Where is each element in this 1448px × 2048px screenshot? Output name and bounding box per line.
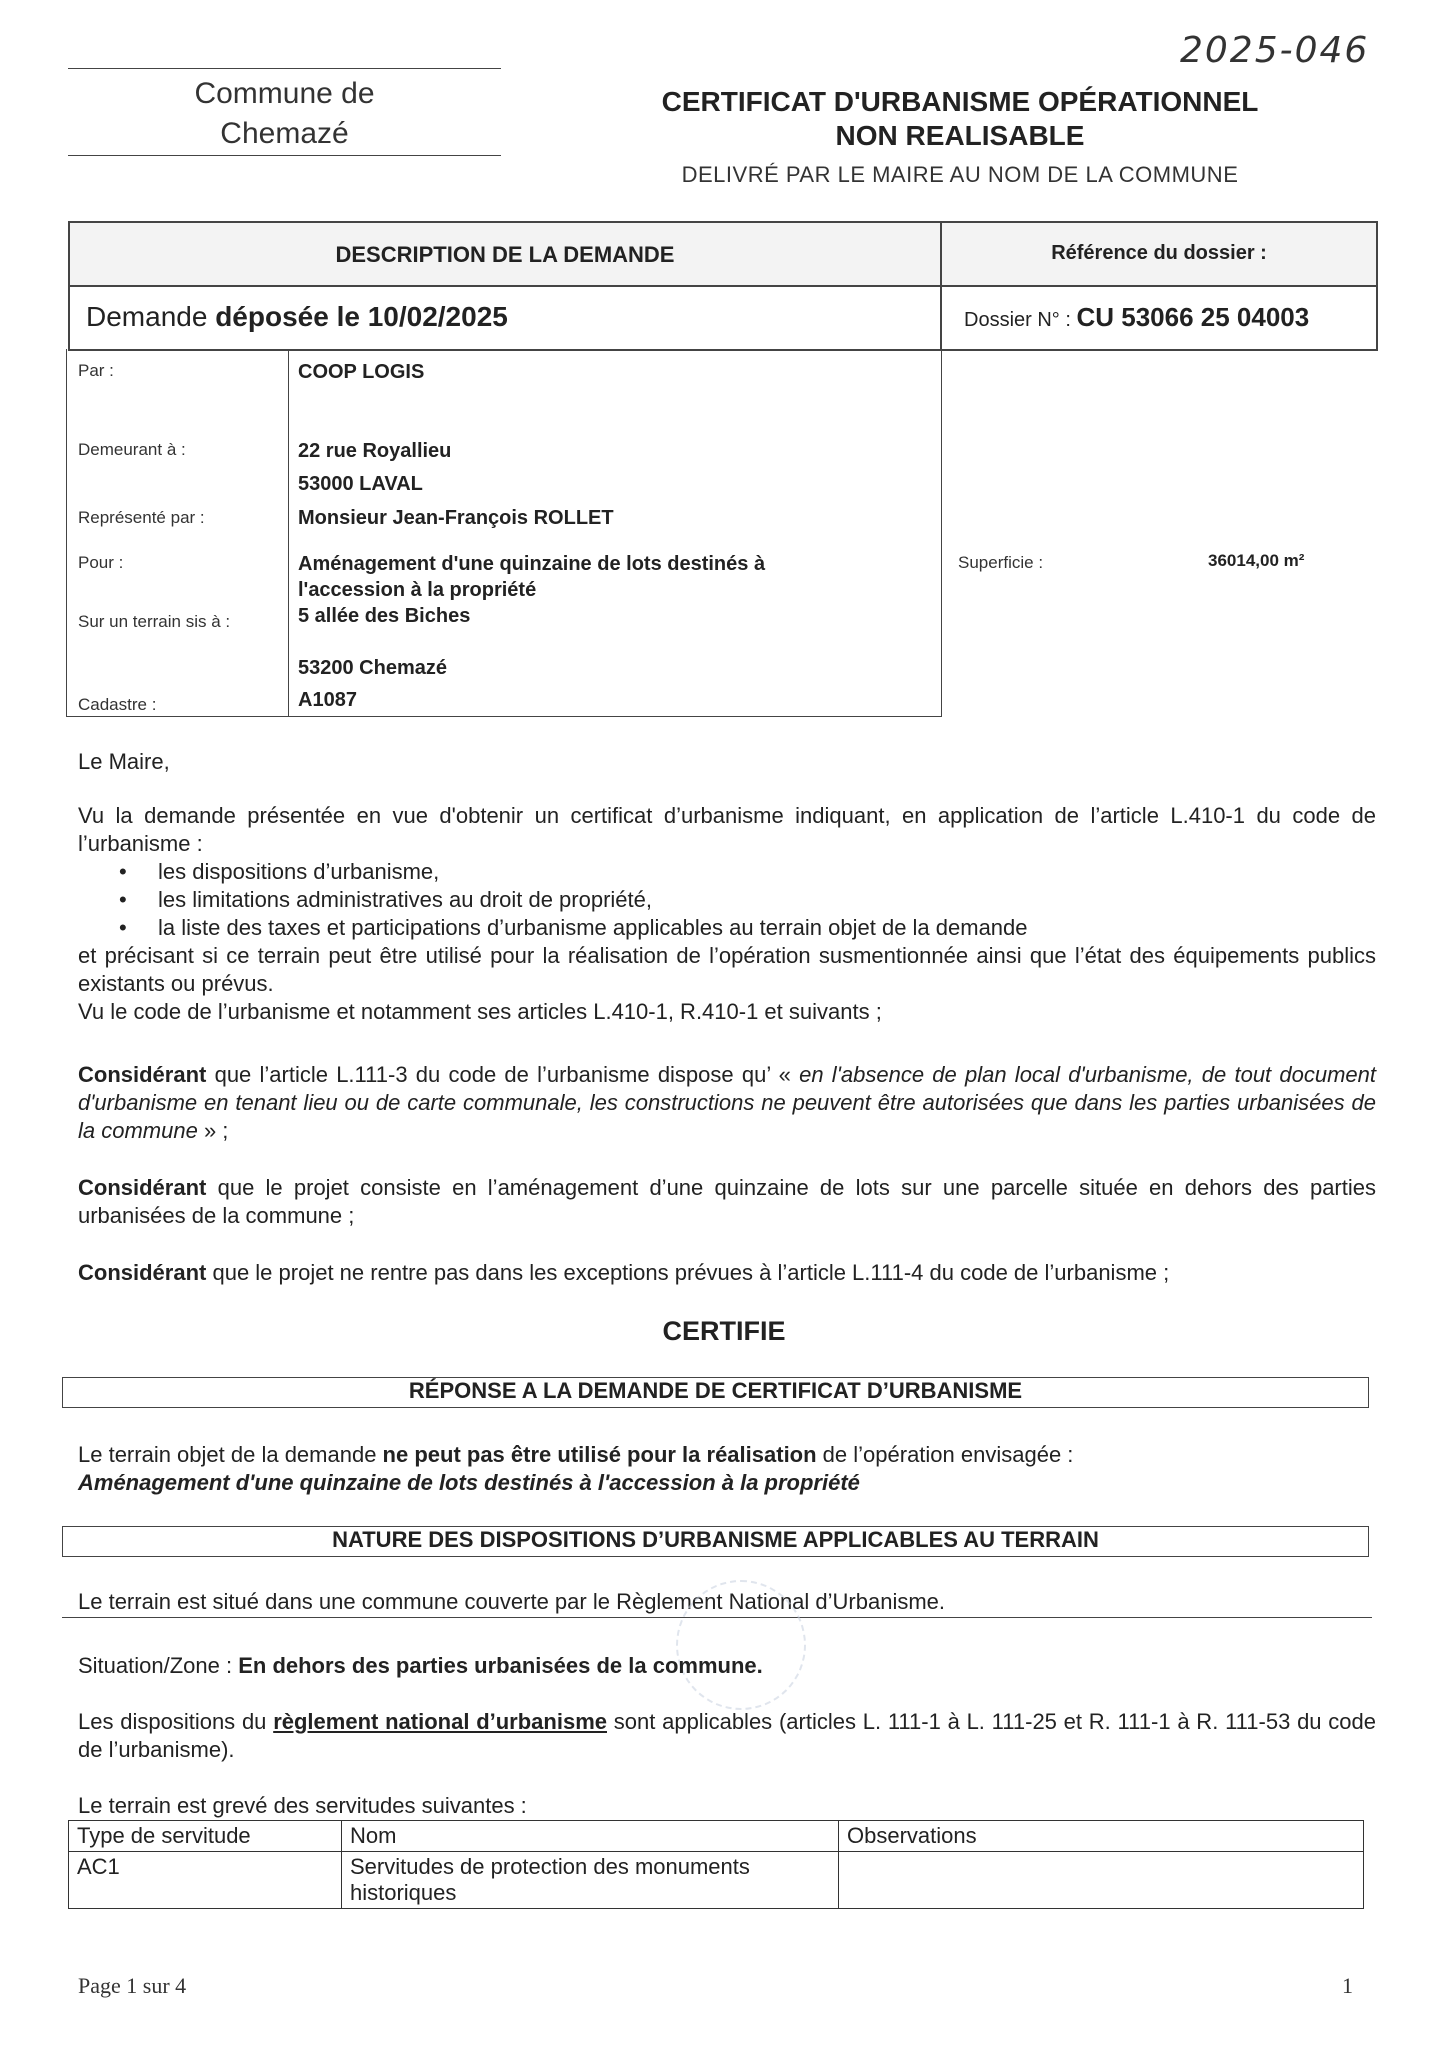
considerant-2 bbox=[78, 1174, 1376, 1230]
reponse-text-bold: ne peut pas être utilisé pour la réalisation bbox=[382, 1442, 817, 1467]
le-maire: Le Maire, bbox=[78, 749, 170, 774]
label-column-divider bbox=[288, 349, 289, 717]
considerant-3-text: que le projet ne rentre pas dans les exceptions prévues à l’article L.111-4 du code de l’urbanisme ; bbox=[206, 1260, 1170, 1285]
pour-value-line2: l'accession à la propriété bbox=[298, 579, 537, 601]
dispositions-bold: règlement national d’urbanisme bbox=[273, 1709, 607, 1734]
dispositions-start: Les dispositions du bbox=[78, 1709, 274, 1734]
deposit-date-cell bbox=[68, 285, 942, 351]
vu-bullet-item: • les dispositions d’urbanisme, bbox=[158, 858, 1376, 886]
considerant-1-end: » ; bbox=[197, 1118, 229, 1143]
servitudes-table bbox=[68, 1820, 1364, 1909]
servitude-type: AC1 bbox=[69, 1852, 342, 1909]
reference-header-cell bbox=[940, 221, 1378, 287]
demeurant-label: Demeurant à : bbox=[78, 440, 186, 459]
official-stamp-icon bbox=[676, 1580, 806, 1710]
handwritten-reference: 2025-046 bbox=[1180, 30, 1370, 71]
table-header-type: Type de servitude bbox=[69, 1821, 342, 1852]
commune-line1: Commune de bbox=[194, 77, 375, 110]
vu-code-text: Vu le code de l’urbanisme et notamment ses articles L.410-1, R.410-1 et suivants ; bbox=[78, 999, 882, 1024]
commune-top-rule bbox=[68, 68, 501, 69]
terrain-value-line1: 5 allée des Biches bbox=[298, 605, 471, 627]
reponse-text-start: Le terrain objet de la demande bbox=[78, 1442, 383, 1467]
description-header-cell bbox=[68, 221, 942, 287]
considerant-1-quote: en l'absence de plan local d'urbanisme, de tout document d'urbanisme en tenant lieu ou de carte communale, les constructions ne peuvent être autorisées que dans les parties urbanisées de la commune bbox=[78, 1062, 1377, 1143]
vu-demande-continuation: et précisant si ce terrain peut être utilisé pour la réalisation de l’opération susmentionnée ainsi que l’état des équipements publics existants ou prévus. bbox=[78, 943, 1376, 996]
certificate-subtitle: DELIVRÉ PAR LE MAIRE AU NOM DE LA COMMUNE bbox=[681, 162, 1239, 187]
dispositions-end: sont applicables (articles L. 111-1 à L. 111-25 et R. 111-1 à R. 111-53 du code de l’urbanisme). bbox=[78, 1709, 1377, 1762]
page-footer-label: Page 1 sur 4 bbox=[78, 1973, 187, 1998]
vu-demande-text: Vu la demande présentée en vue d'obtenir un certificat d’urbanisme indiquant, en application de l’article L.410-1 du code de l’urbanisme : bbox=[78, 803, 1376, 856]
considerant-1-text: que l’article L.111-3 du code de l’urbanisme dispose qu’ « bbox=[206, 1062, 800, 1087]
dossier-label: Dossier N° : bbox=[964, 309, 1077, 331]
reponse-operation: Aménagement d'une quinzaine de lots destinés à l'accession à la propriété bbox=[78, 1470, 860, 1495]
terrain-value-line2: 53200 Chemazé bbox=[298, 657, 447, 679]
pour-label: Pour : bbox=[78, 553, 124, 572]
terrain-label: Sur un terrain sis à : bbox=[78, 612, 231, 631]
vu-bullet-list bbox=[78, 858, 1376, 942]
page-number: 1 bbox=[1342, 1973, 1353, 1998]
dispositions-text bbox=[78, 1708, 1376, 1764]
cadastre-label: Cadastre : bbox=[78, 695, 157, 714]
considerant-2-text: que le projet consiste en l’aménagement d’une quinzaine de lots sur une parcelle située en dehors des parties urbanisées de la commune ; bbox=[78, 1175, 1376, 1228]
servitude-observations bbox=[839, 1852, 1364, 1909]
deposit-date: déposée le 10/02/2025 bbox=[215, 301, 508, 332]
commune-bottom-rule bbox=[68, 155, 501, 156]
considerant-word: Considérant bbox=[78, 1062, 207, 1087]
description-header: DESCRIPTION DE LA DEMANDE bbox=[335, 242, 675, 267]
par-value: COOP LOGIS bbox=[298, 361, 425, 383]
table-header-row bbox=[69, 1821, 1364, 1852]
nature-header: NATURE DES DISPOSITIONS D’URBANISME APPLICABLES AU TERRAIN bbox=[62, 1526, 1369, 1557]
reference-header: Référence du dossier : bbox=[1051, 242, 1267, 264]
commune-line2: Chemazé bbox=[220, 117, 349, 150]
zone-text bbox=[78, 1652, 763, 1680]
table-header-observations: Observations bbox=[839, 1821, 1364, 1852]
considerant-word: Considérant bbox=[78, 1175, 207, 1200]
table-header-nom: Nom bbox=[342, 1821, 839, 1852]
reponse-text bbox=[78, 1441, 1378, 1469]
considerant-3 bbox=[78, 1259, 1398, 1287]
pour-value-line1: Aménagement d'une quinzaine de lots destinés à bbox=[298, 553, 766, 575]
reponse-text-end: de l’opération envisagée : bbox=[816, 1442, 1074, 1467]
address-line1: 22 rue Royallieu bbox=[298, 440, 452, 462]
vu-bullet-item: • les limitations administratives au droit de propriété, bbox=[158, 886, 1376, 914]
zone-label: Situation/Zone : bbox=[78, 1653, 239, 1678]
servitude-nom: Servitudes de protection des monuments historiques bbox=[342, 1852, 839, 1909]
reponse-header: RÉPONSE A LA DEMANDE DE CERTIFICAT D’URBANISME bbox=[62, 1377, 1369, 1408]
considerant-1 bbox=[78, 1061, 1376, 1145]
rnu-text: Le terrain est situé dans une commune couverte par le Règlement National d’Urbanisme. bbox=[78, 1589, 946, 1614]
commune-name bbox=[68, 74, 501, 154]
superficie-value: 36014,00 m² bbox=[1208, 551, 1305, 570]
certificate-title-line1: CERTIFICAT D'URBANISME OPÉRATIONNEL bbox=[661, 86, 1259, 117]
certifie-heading: CERTIFIE bbox=[662, 1316, 786, 1346]
par-label: Par : bbox=[78, 361, 114, 380]
considerant-word: Considérant bbox=[78, 1260, 207, 1285]
dossier-number-cell bbox=[940, 285, 1378, 351]
dossier-number: CU 53066 25 04003 bbox=[1076, 302, 1310, 332]
cadastre-value: A1087 bbox=[298, 689, 357, 711]
address-line2: 53000 LAVAL bbox=[298, 473, 423, 495]
represente-value: Monsieur Jean-François ROLLET bbox=[298, 507, 614, 529]
vu-section bbox=[78, 802, 1376, 1026]
deposit-prefix: Demande bbox=[86, 301, 216, 332]
table-row bbox=[69, 1852, 1364, 1909]
zone-value: En dehors des parties urbanisées de la commune. bbox=[238, 1653, 763, 1678]
superficie-label: Superficie : bbox=[958, 553, 1044, 572]
represente-label: Représenté par : bbox=[78, 508, 205, 527]
vu-bullet-item: • la liste des taxes et participations d’urbanisme applicables au terrain objet de la demande bbox=[158, 914, 1376, 942]
servitudes-intro: Le terrain est grevé des servitudes suivantes : bbox=[78, 1793, 527, 1818]
requester-details-block bbox=[66, 349, 942, 717]
certificate-title-line2: NON REALISABLE bbox=[835, 120, 1085, 151]
